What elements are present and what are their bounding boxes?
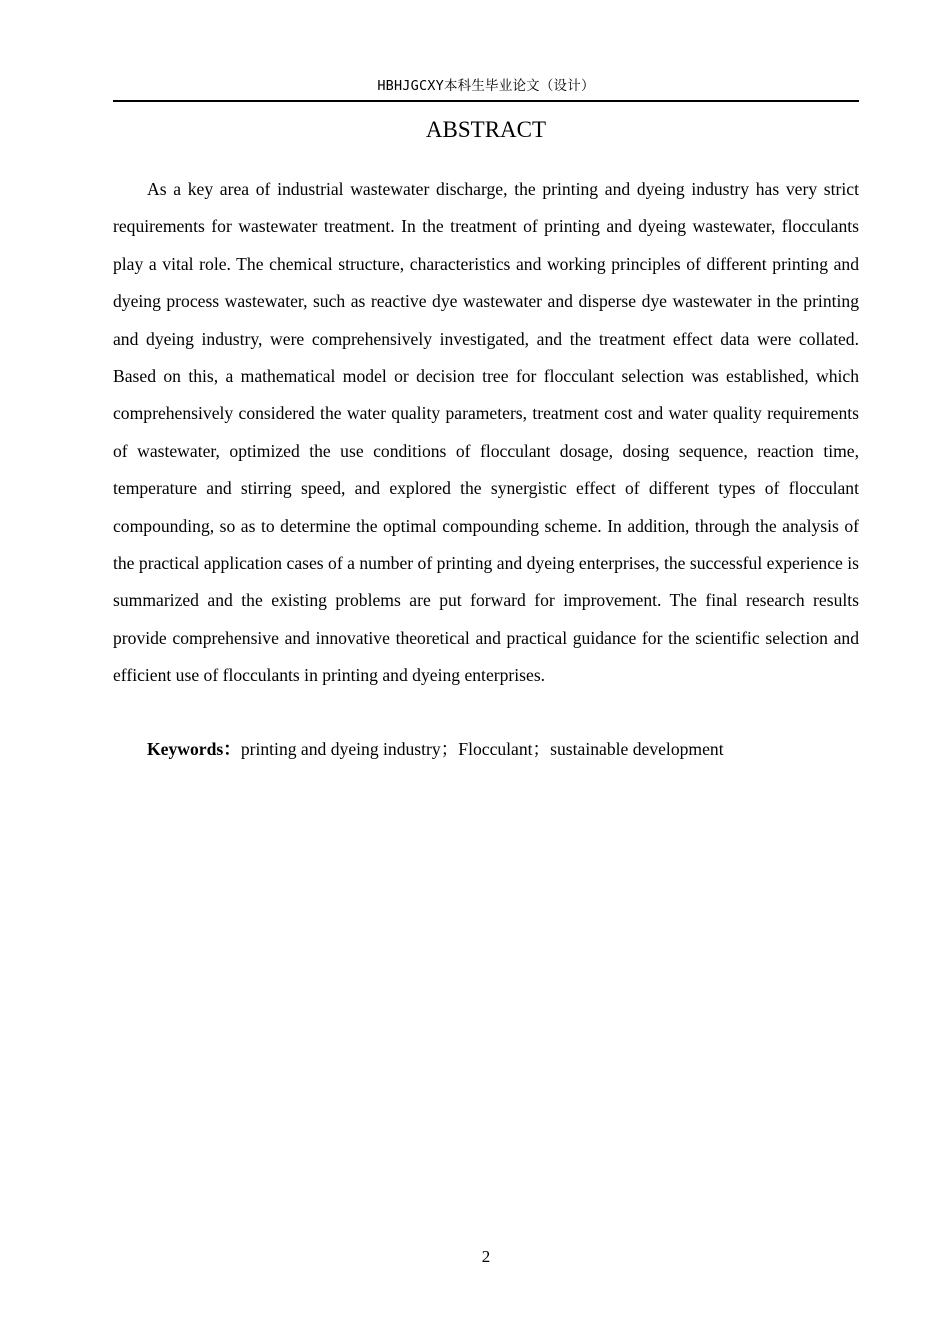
running-header: HBHJGCXY本科生毕业论文（设计） bbox=[377, 78, 595, 94]
header-rule bbox=[113, 100, 859, 102]
abstract-title: ABSTRACT bbox=[425, 117, 547, 142]
abstract-body: As a key area of industrial wastewater discharge, the printing and dyeing industry has very strict requirements for wastewater treatment. In the treatment of printing and dyeing wastewater, flocculants play a vital role. The chemical structure, characteristics and working principles of different printing and dyeing process wastewater, such as reactive dye wastewater and disperse dye wastewater in the printing and dyeing industry, were comprehensively investigated, and the treatment effect data were collated. Based on this, a mathematical model or decision tree for flocculant selection was established, which comprehensively considered the water quality parameters, treatment cost and water quality requirements of wastewater, optimized the use conditions of flocculant dosage, dosing sequence, reaction time, temperature and stirring speed, and explored the synergistic effect of different types of flocculant compounding, so as to determine the optimal compounding scheme. In addition, through the analysis of the practical application cases of a number of printing and dyeing enterprises, the successful experience is summarized and the existing problems are put forward for improvement. The final research results provide comprehensive and innovative theoretical and practical guidance for the scientific selection and efficient use of flocculants in printing and dyeing enterprises. bbox=[113, 179, 859, 686]
keywords-line bbox=[113, 731, 859, 768]
keywords-label: Keywords： bbox=[147, 739, 241, 759]
page-number: 2 bbox=[481, 1247, 491, 1266]
keywords-text: printing and dyeing industry；Flocculant；sustainable development bbox=[240, 739, 724, 759]
